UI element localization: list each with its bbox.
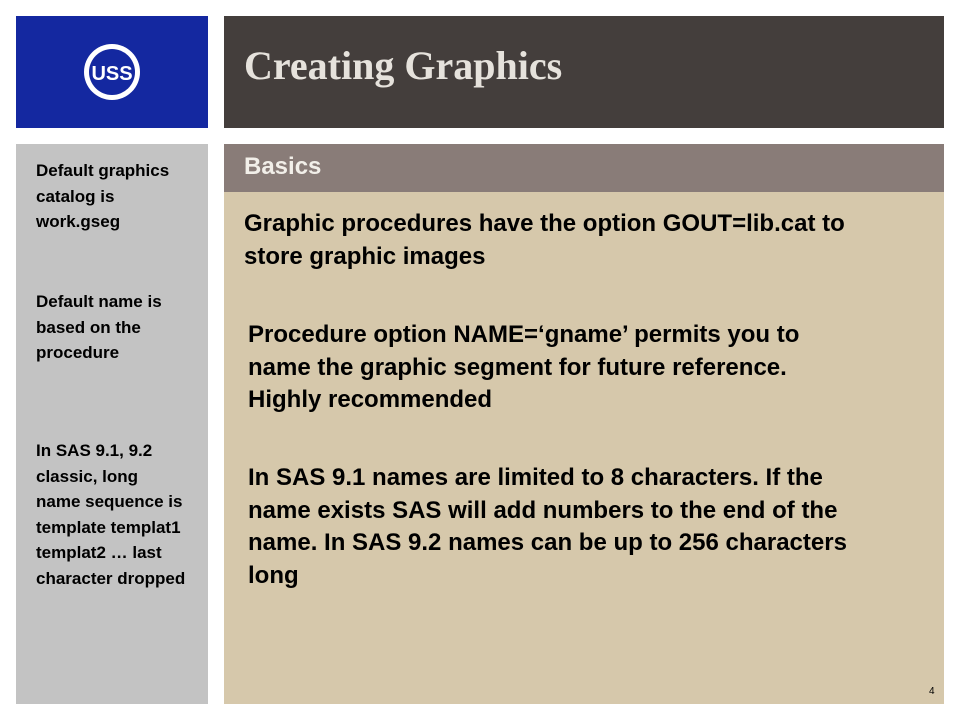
uss-logo-icon <box>16 16 208 128</box>
logo-text: USS <box>91 63 133 85</box>
section-subtitle: Basics <box>244 153 322 180</box>
page-title: Creating Graphics <box>244 43 563 88</box>
title-bar <box>224 16 944 128</box>
main-content-panel <box>224 144 944 704</box>
sidebar-note-name-sequence: In SAS 9.1, 9.2 classic, long name sequence is template templat1 templat2 … last character dropped <box>36 441 186 588</box>
paragraph-name-option: Procedure option NAME=‘gname’ permits you to name the graphic segment for future reference. Highly recommended <box>248 321 800 413</box>
sidebar-note-default-name: Default name is based on the procedure <box>36 292 162 362</box>
paragraph-gout-option: Graphic procedures have the option GOUT=lib.cat to store graphic images <box>244 210 845 270</box>
sidebar-note-catalog: Default graphics catalog is work.gseg <box>36 161 170 231</box>
paragraph-name-limits: In SAS 9.1 names are limited to 8 characters. If the name exists SAS will add numbers to the end of the name. In SAS 9.2 names can be up to 256 characters long <box>248 464 847 589</box>
page-number: 4 <box>929 686 935 697</box>
subtitle-bar <box>224 144 944 192</box>
sidebar-panel <box>16 144 208 704</box>
uss-logo <box>16 16 208 128</box>
